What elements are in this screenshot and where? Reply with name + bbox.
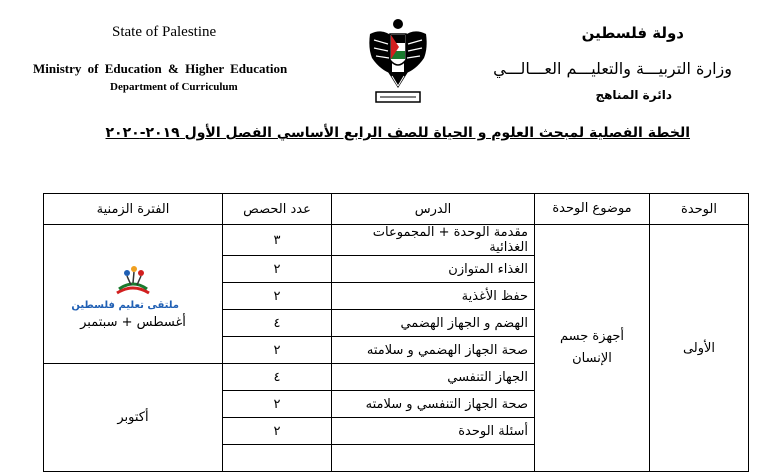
topic-cell: أجهزة جسم الإنسان — [535, 225, 650, 472]
table-header-row — [44, 194, 749, 225]
palestine-eagle-emblem-icon — [362, 14, 434, 110]
arabic-ministry: وزارة التربيـــة والتعليـــم العـــالـــي — [493, 59, 732, 78]
book-logo-icon — [87, 263, 179, 299]
english-ministry: Ministry of Education & Higher Education — [33, 61, 288, 76]
header-unit: الوحدة — [650, 194, 749, 225]
period-october: أكتوبر — [117, 410, 149, 425]
arabic-state: دولة فلسطين — [581, 24, 684, 42]
lesson-cell-empty — [332, 445, 535, 472]
lesson-cell: الغذاء المتوازن — [332, 256, 535, 283]
forum-logo — [71, 263, 179, 311]
lesson-cell: مقدمة الوحدة + المجموعات الغذائية — [332, 225, 535, 256]
unit-cell: الأولى — [650, 225, 749, 472]
lesson-cell: صحة الجهاز التنفسي و سلامته — [332, 391, 535, 418]
count-cell: ٢ — [223, 283, 332, 310]
lesson-cell: أسئلة الوحدة — [332, 418, 535, 445]
english-state: State of Palestine — [112, 24, 217, 40]
count-cell: ٣ — [223, 225, 332, 256]
plan-title: الخطة الفصلية لمبحث العلوم و الحياة للصف الرابع الأساسي الفصل الأول ٢٠١٩-٢٠٢٠ — [105, 125, 690, 141]
lesson-cell: الهضم و الجهاز الهضمي — [332, 310, 535, 337]
count-cell-empty — [223, 445, 332, 472]
period-cell-aug-sep — [44, 225, 223, 364]
header-count: عدد الحصص — [223, 194, 332, 225]
arabic-department: دائرة المناهج — [595, 88, 672, 102]
lesson-cell: الجهاز التنفسي — [332, 364, 535, 391]
count-cell: ٢ — [223, 391, 332, 418]
count-cell: ٢ — [223, 337, 332, 364]
semester-plan-table — [43, 193, 749, 472]
header-period: الفترة الزمنية — [44, 194, 223, 225]
table-row — [44, 225, 749, 256]
lesson-cell: صحة الجهاز الهضمي و سلامته — [332, 337, 535, 364]
english-department: Department of Curriculum — [110, 81, 238, 93]
count-cell: ٤ — [223, 364, 332, 391]
period-aug-sep: أغسطس + سبتمبر — [80, 314, 186, 330]
period-cell-october — [44, 364, 223, 472]
lesson-cell: حفظ الأغذية — [332, 283, 535, 310]
header-lesson: الدرس — [332, 194, 535, 225]
forum-logo-text: ملتقى تعليم فلسطين — [71, 299, 179, 311]
count-cell: ٤ — [223, 310, 332, 337]
count-cell: ٢ — [223, 256, 332, 283]
header-topic: موضوع الوحدة — [535, 194, 650, 225]
count-cell: ٢ — [223, 418, 332, 445]
